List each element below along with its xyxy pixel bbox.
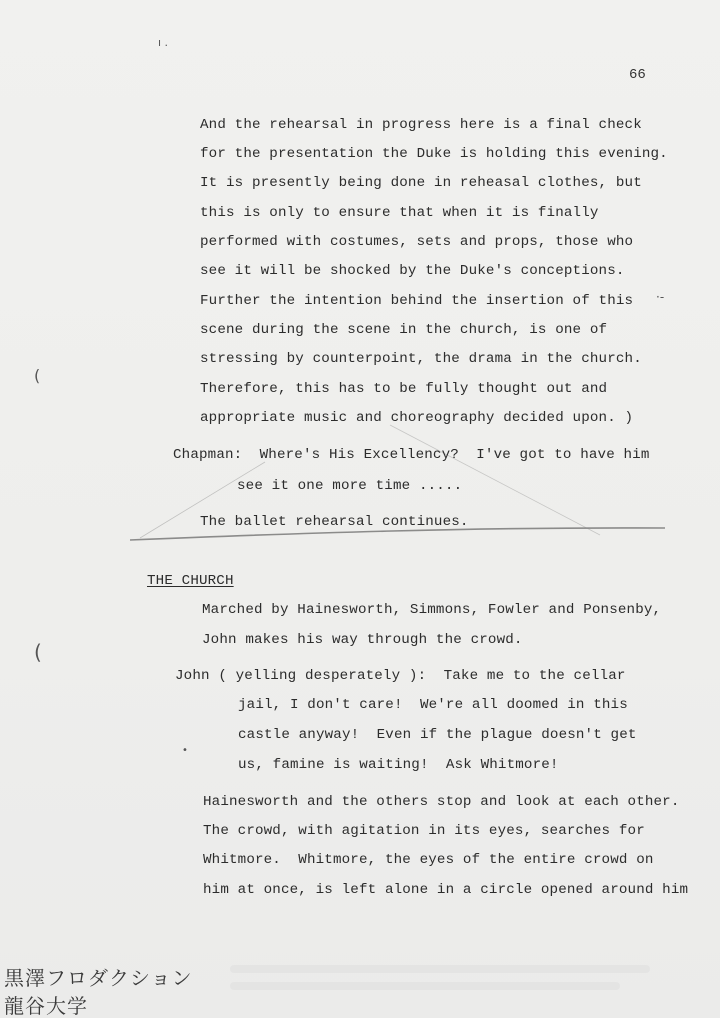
dialogue-line: jail, I don't care! We're all doomed in this [238,697,628,713]
direction-line: stressing by counterpoint, the drama in the church. [200,351,642,367]
direction-line: for the presentation the Duke is holding this evening. [200,146,668,162]
dialogue-line: castle anyway! Even if the plague doesn't get [238,727,637,743]
bleed-through [230,982,620,990]
dialogue-line: Chapman: Where's His Excellency? I've got to have him [173,447,650,463]
bleed-through [230,965,650,973]
direction-line: Hainesworth and the others stop and look at each other. [203,794,680,810]
direction-line: And the rehearsal in progress here is a final check [200,117,642,133]
dialogue-line: John ( yelling desperately ): Take me to the cellar [175,668,626,684]
direction-line: see it will be shocked by the Duke's conceptions. [200,263,625,279]
direction-line: performed with costumes, sets and props, those who [200,234,634,250]
dialogue-line: see it one more time ..... [237,478,463,494]
stray-mark: • [182,745,188,756]
stray-mark: ·- [656,290,665,304]
direction-line: Whitmore. Whitmore, the eyes of the entire crowd on [203,852,654,868]
direction-line: John makes his way through the crowd. [202,632,523,648]
direction-line: The ballet rehearsal continues. [200,514,469,530]
direction-line: Marched by Hainesworth, Simmons, Fowler and Ponsenby, [202,602,662,618]
direction-line: Therefore, this has to be fully thought out and [200,381,608,397]
page-number: 66 [629,67,646,83]
direction-line: Further the intention behind the insertion of this [200,293,634,309]
watermark-line-1: 黒澤フロダクション [4,966,193,990]
margin-mark: ( [34,366,41,385]
direction-line: this is only to ensure that when it is finally [200,205,599,221]
dialogue-line: us, famine is waiting! Ask Whitmore! [238,757,559,773]
direction-line: It is presently being done in reheasal clothes, but [200,175,642,191]
direction-line: The crowd, with agitation in its eyes, searches for [203,823,645,839]
watermark-line-2: 龍谷大学 [4,994,88,1018]
stray-mark: ı . [158,36,169,49]
direction-line: scene during the scene in the church, is one of [200,322,608,338]
direction-line: him at once, is left alone in a circle opened around him [203,882,689,898]
scene-heading: THE CHURCH [147,573,234,589]
direction-line: appropriate music and choreography decided upon. ) [200,410,634,426]
margin-mark: ( [34,640,42,664]
